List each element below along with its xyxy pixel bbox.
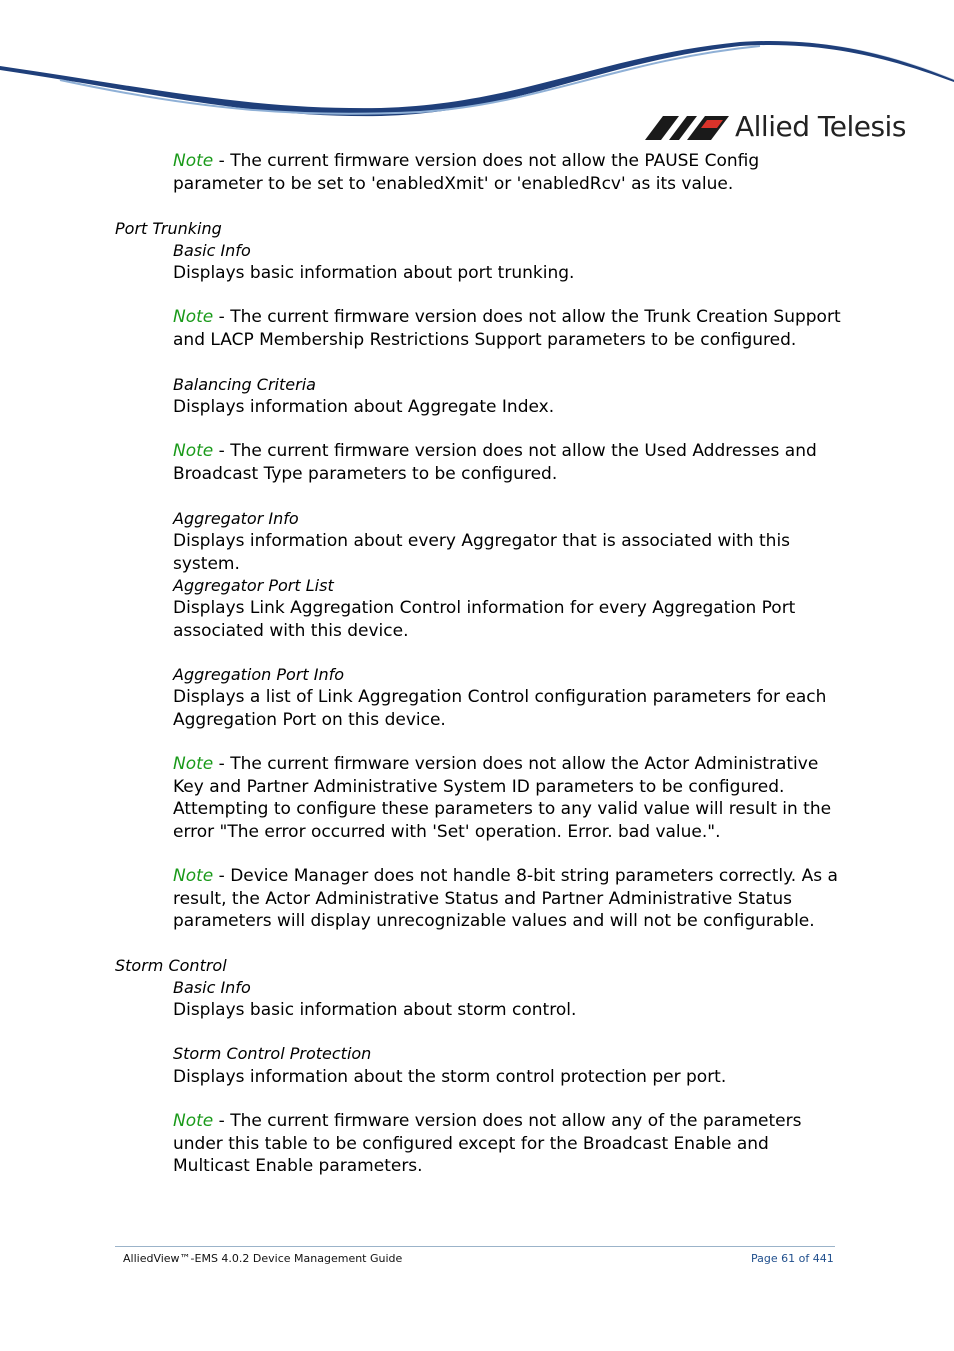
note-text: - Device Manager does not handle 8-bit string parameters correctly. As a result, the Actor Administrative Status and Partner Administrative Status parameters will display unrecognizable values and will not be configurable. (173, 866, 838, 931)
subsection-title-aggregator-port-list: Aggregator Port List (173, 576, 334, 595)
note-label: Note (173, 151, 214, 171)
balancing-criteria-desc: Displays information about Aggregate Index. (173, 397, 555, 417)
note-trunk-creation (173, 306, 841, 351)
subsection-title-aggregation-port-info: Aggregation Port Info (173, 665, 345, 684)
note-text: - The current firmware version does not allow the Trunk Creation Support and LACP Membership Restrictions Support parameters to be configured. (173, 307, 841, 350)
storm-basic-info-desc: Displays basic information about storm control. (173, 1000, 577, 1020)
note-label: Note (173, 866, 214, 886)
section-title-port-trunking: Port Trunking (115, 219, 222, 238)
footer-doc-title: AlliedView™-EMS 4.0.2 Device Management Guide (123, 1252, 403, 1265)
brand-logo (645, 110, 905, 146)
aggregator-info-desc: Displays information about every Aggregator that is associated with this system. (173, 531, 791, 574)
footer-page-number: Page 61 of 441 (751, 1252, 834, 1265)
subsection-title-storm-protection: Storm Control Protection (173, 1044, 372, 1063)
aggregation-port-info-desc: Displays a list of Link Aggregation Control configuration parameters for each Aggregation Port on this device. (173, 687, 827, 730)
note-label: Note (173, 754, 214, 774)
storm-protection-desc: Displays information about the storm control protection per port. (173, 1067, 727, 1087)
note-label: Note (173, 1111, 214, 1131)
note-text: - The current firmware version does not allow the Used Addresses and Broadcast Type parameters to be configured. (173, 441, 817, 484)
brand-name: Allied Telesis (735, 110, 906, 143)
note-text: - The current firmware version does not allow the PAUSE Config parameter to be set to 'enabledXmit' or 'enabledRcv' as its value. (173, 151, 760, 194)
aggregator-port-list-desc: Displays Link Aggregation Control information for every Aggregation Port associated with this device. (173, 598, 796, 641)
footer-divider (115, 1246, 835, 1247)
subsection-title-basic-info: Basic Info (173, 241, 251, 260)
basic-info-desc: Displays basic information about port trunking. (173, 263, 575, 283)
section-title-storm-control: Storm Control (115, 956, 227, 975)
note-actor-admin-key (173, 753, 841, 843)
note-used-addresses (173, 440, 841, 485)
note-text: - The current firmware version does not allow the Actor Administrative Key and Partner Administrative System ID parameters to be configured. Attempting to configure these parameters to any valid value will result in the error "The error occurred with 'Set' operation. Error. bad value.". (173, 754, 832, 842)
note-label: Note (173, 307, 214, 327)
note-text: - The current firmware version does not allow any of the parameters under this table to be configured except for the Broadcast Enable and Multicast Enable parameters. (173, 1111, 802, 1176)
note-label: Note (173, 441, 214, 461)
subsection-title-balancing-criteria: Balancing Criteria (173, 375, 316, 394)
note-pause (173, 150, 841, 195)
note-8bit-string (173, 865, 841, 933)
allied-telesis-mark-icon (645, 114, 729, 140)
subsection-title-storm-basic-info: Basic Info (173, 978, 251, 997)
subsection-title-aggregator-info: Aggregator Info (173, 509, 299, 528)
note-storm-parameters (173, 1110, 841, 1178)
